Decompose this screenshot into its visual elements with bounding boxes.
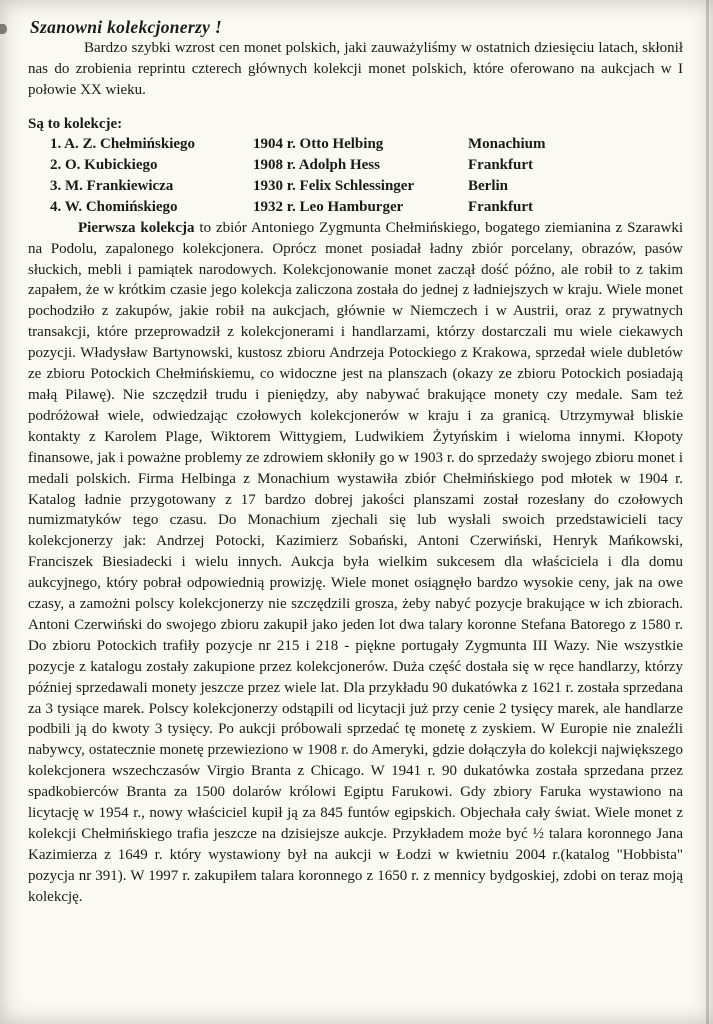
collection-name: 1. A. Z. Chełmińskiego [50,135,196,152]
collection-row [50,176,683,197]
collection-city: Frankfurt [468,156,533,173]
collection-row [50,197,683,218]
body-text: to zbiór Antoniego Zygmunta Chełmińskiego, bogatego ziemianina z Szarawki na Podolu, zapalonego kolekcjonera. Oprócz monet posiadał ładny zbiór porcelany, obrazów, pasów słuckich, mebli i pamiątek narodowych. Kolekcjonowanie monet zaczął dość późno, ale robił to z takim zapałem, że w krótkim czasie jego kolekcja zaliczona została do jednej z ładniejszych w kraju. Wiele monet pochodziło z zakupów, jakie robił na aukcjach, głównie w Niemczech i w Austrii, oraz z prywatnych transakcji, które przeprowadził z kolekcjonerami i handlarzami, którzy dostarczali mu wiele ciekawych pozycji. Władysław Bartynowski, kustosz zbioru Andrzeja Potockiego z Krakowa, sprzedał wiele dubletów ze zbioru Potockich Chełmińskiemu, co widoczne jest na planszach (okazy ze zbioru Potockich posiadają małą Pilawę). Nie szczędził trudu i pieniędzy, aby nabywać brakujące monety czy medale. Sam też podróżował wiele, odwiedzając czołowych kolekcjonerów w kraju i za granicą. Utrzymywał bliskie kontakty z Karolem Plage, Wiktorem Wittygiem, Ludwikiem Żytyńskim i wieloma innymi. Kłopoty finansowe, jak i poważne problemy ze zdrowiem skłoniły go w 1903 r. do sprzedaży swojego zbioru monet i medali polskich. Firma Helbinga z Monachium wystawiła zbiór Chełmińskiego pod młotek w 1904 r. Katalog ładnie przygotowany z 17 bardzo dobrej jakości planszami został rozesłany do czołowych numizmatyków tego czasu. Do Monachium zjechali się lub wysłali swoich przedstawicieli tacy kolekcjonerzy jak: Andrzej Potocki, Kazimierz Sobański, Antoni Czerwiński, Henryk Mańkowski, Franciszek Biesiadecki i wielu innych. Aukcja była wielkim sukcesem dla właściciela i dla domu aukcyjnego, który pobrał odpowiednią prowizję. Wiele monet osiągnęło bardzo wysokie ceny, jak na owe czasy, a zamożni polscy kolekcjonerzy nie szczędzili grosza, żeby nabyć pozycje brakujące w ich zbiorach. Antoni Czerwiński do swojego zbioru zakupił jako jeden lot dwa talary koronne Stefana Batorego z 1580 r. Do zbioru Potockich trafiły pozycje nr 215 i 218 - piękne portugały Zygmunta III Wazy. Nie wszystkie pozycje z katalogu zostały zakupione przez kolekcjonerów. Duża część dostała się w ręce handlarzy, którzy później sprzedawali monety jeszcze przez wiele lat. Dla przykładu 90 dukatówka z 1621 r. została sprzedana za 3 tysiące marek. Polscy kolekcjonerzy odstąpili od licytacji już przy cenie 2 tysięcy marek, ale handlarze podbili ją do kwoty 3 tysięcy. Po aukcji próbowali sprzedać tę monetę z zyskiem. W Europie nie znaleźli nabywcy, ostatecznie monetę przewieziono w 1908 r. do Ameryki, gdzie dołączyła do kolekcji największego kolekcjonera wszechczasów Virgio Branta z Chicago. W 1941 r. 90 dukatówka została sprzedana przez spadkobierców Branta za 1500 dolarów królowi Egiptu Farukowi. Gdy zbiory Faruka wystawiono na licytację w 1954 r., nowy właściciel kupił ją za 845 funtów egipskich. Objechała cały świat. Wiele monet z kolekcji Chełmińskiego trafia jeszcze na dzisiejsze aukcje. Przykładem może być ½ talara koronnego Jana Kazimierza z 1649 r. który wystawiony był na aukcji w Łodzi w kwietniu 2004 r.(katalog "Hobbista" pozycja nr 391). W 1997 r. zakupiłem talara koronnego z 1650 r. z mennicy bydgoskiej, zdobi on teraz moją kolekcję. [28,219,683,905]
scan-artifact-right-edge [706,0,709,1024]
body-lead: Pierwsza kolekcja [78,219,195,236]
body-paragraph [28,218,683,908]
collection-city: Frankfurt [468,198,533,215]
collection-name: 3. M. Frankiewicza [50,177,174,194]
collection-row [50,134,683,155]
collection-city: Monachium [468,135,546,152]
scan-artifact-speck [0,24,7,34]
collections-list [28,134,683,218]
collection-name: 4. W. Chomińskiego [50,198,178,215]
collection-auction: 1908 r. Adolph Hess [253,156,380,173]
collection-auction: 1904 r. Otto Helbing [253,135,384,152]
page-title: Szanowni kolekcjonerzy ! [30,17,222,37]
collection-row [50,155,683,176]
collections-label: Są to kolekcje: [28,115,123,132]
collection-city: Berlin [468,177,508,194]
collection-auction: 1930 r. Felix Schlessinger [253,177,415,194]
intro-paragraph: Bardzo szybki wzrost cen monet polskich, jaki zauważyliśmy w ostatnich dziesięciu latach, skłonił nas do zrobienia reprintu czterech głównych kolekcji monet polskich, które oferowano na aukcjach w I połowie XX wieku. [28,40,683,98]
collection-name: 2. O. Kubickiego [50,156,158,173]
collection-auction: 1932 r. Leo Hamburger [253,198,404,215]
